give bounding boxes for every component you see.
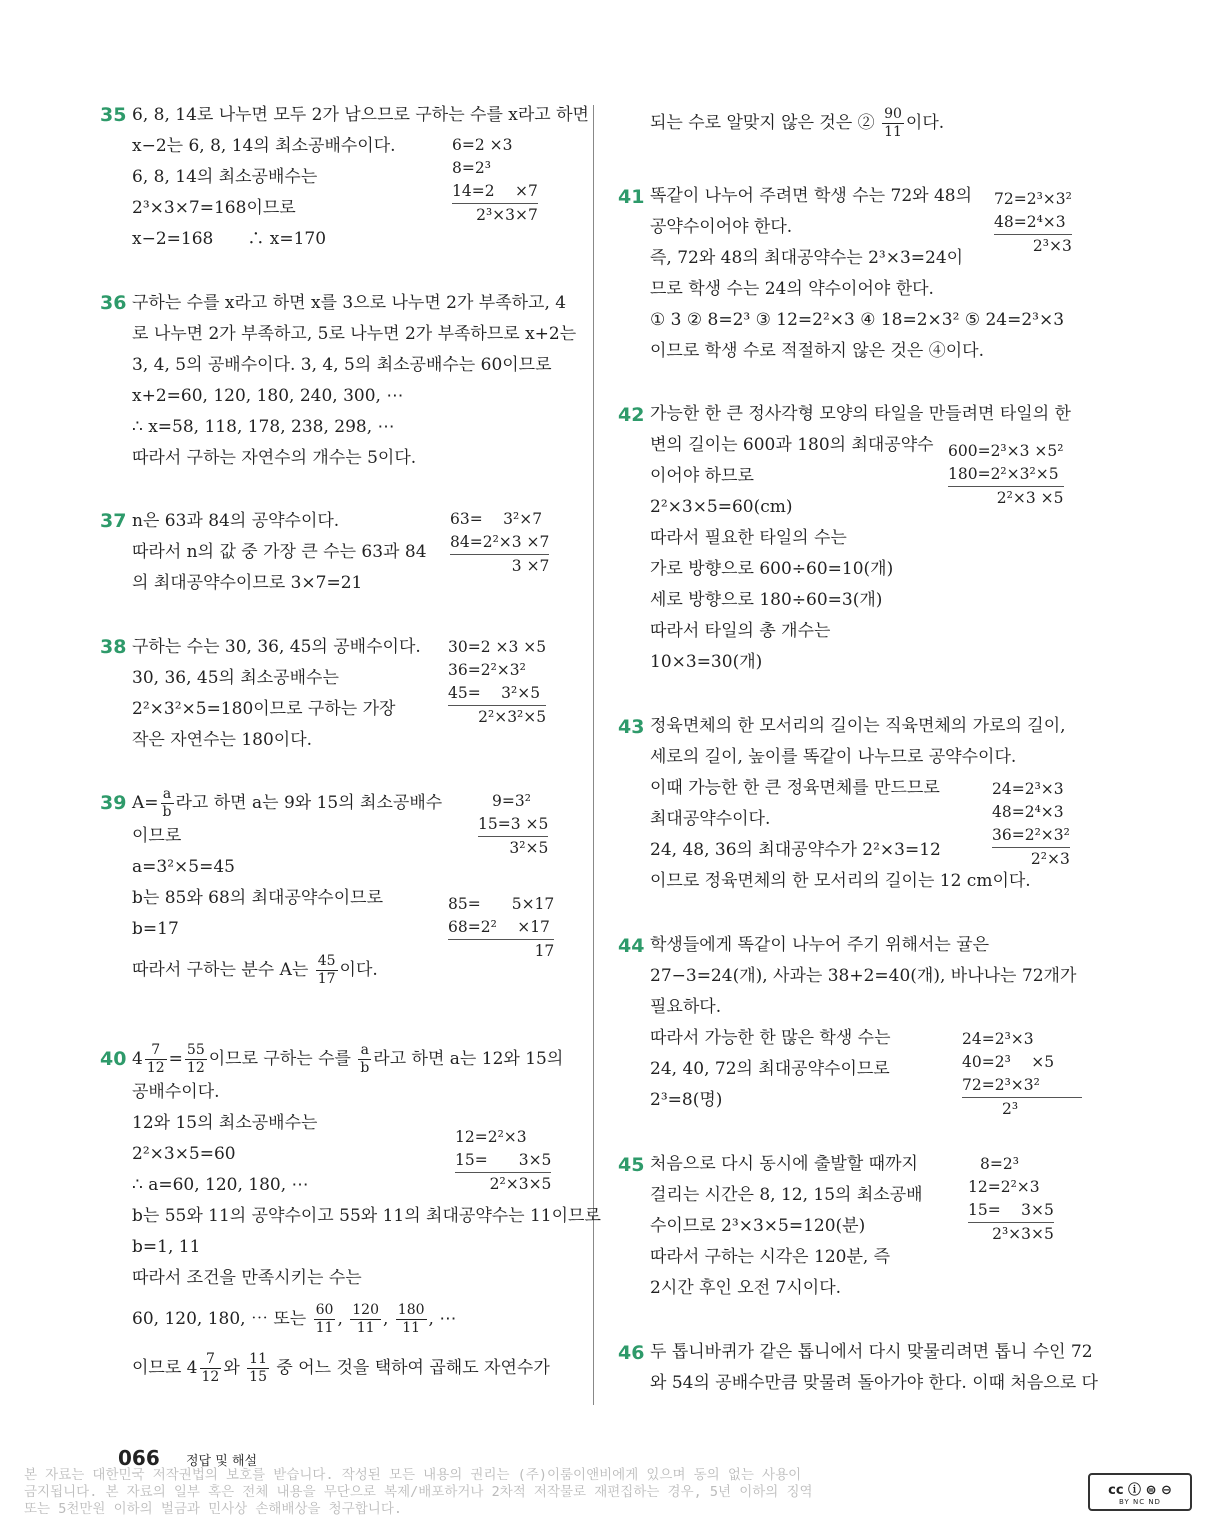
problem-40 (132, 1042, 601, 1386)
text-line: 이때 가능한 한 큰 정육면체를 만드므로 (650, 778, 940, 798)
text-line: b=17 (132, 919, 179, 939)
text-line: 변의 길이는 600과 180의 최대공약수 (650, 435, 934, 455)
text-line: 6, 8, 14로 나누면 모두 2가 남으므로 구하는 수를 x라고 하면 (132, 105, 589, 125)
calc-result: 2²×3×5 (489, 1175, 552, 1193)
text-line: 따라서 필요한 타일의 수는 (650, 528, 847, 548)
problem-40-continued (650, 106, 944, 141)
text-line: ∴ a=60, 120, 180, ⋯ (132, 1175, 309, 1195)
text-line: 학생들에게 똑같이 나누어 주기 위해서는 귤은 (650, 935, 990, 955)
factorization (948, 440, 1064, 510)
calc-line: 36=2²×3² (448, 661, 526, 679)
cc-icons: cc ⓘ ⊜ ⊖ (1108, 1482, 1172, 1498)
text-line: 가로 방향으로 600÷60=10(개) (650, 559, 894, 579)
factorization (968, 1153, 1054, 1246)
problem-38 (132, 632, 421, 756)
factorization (478, 790, 548, 860)
fraction: $\frac{a}{b}$ (162, 786, 172, 820)
factorization (448, 893, 554, 963)
fraction: $\frac{180}{11}$ (397, 1302, 425, 1336)
text-line: 이므로 (132, 826, 182, 846)
fraction: $\frac{90}{11}$ (884, 106, 902, 140)
text-line: 10×3=30(개) (650, 652, 763, 672)
fraction: $\frac{120}{11}$ (352, 1302, 379, 1336)
calc-line: 6=2 ×3 (452, 136, 513, 154)
text-line: 이어야 하므로 (650, 466, 754, 486)
problem-number: 36 (100, 292, 127, 314)
text-line: 60, 120, 180, ⋯ 또는 $\frac{60}{11}$ , $\frac{120}{11}$ , $\frac{180}{11}$ , ⋯ (132, 1302, 457, 1336)
text-line: 4 $\frac{7}{12}$ = $\frac{55}{12}$ 이므로 구하는 수를 $\frac{a}{b}$ 라고 하면 a는 12와 15의 (132, 1042, 564, 1076)
problem-number: 46 (618, 1342, 645, 1364)
text-line: 똑같이 나누어 주려면 학생 수는 72와 48의 (650, 186, 973, 206)
calc-line: 15= 3×5 (455, 1149, 551, 1173)
text-line: 정육면체의 한 모서리의 길이는 직육면체의 가로의 길이, (650, 716, 1066, 736)
problem-number: 43 (618, 716, 645, 738)
text-line: 수이므로 2³×3×5=120(분) (650, 1216, 866, 1236)
text-line: 따라서 조건을 만족시키는 수는 (132, 1268, 362, 1288)
text-line: 3, 4, 5의 공배수이다. 3, 4, 5의 최소공배수는 60이므로 (132, 355, 552, 375)
calc-line: 12=2²×3 (968, 1178, 1040, 1196)
text-line: 두 톱니바퀴가 같은 톱니에서 다시 맞물리려면 톱니 수인 72 (650, 1342, 1093, 1362)
problem-46 (650, 1337, 1098, 1399)
cc-license-badge (1088, 1473, 1192, 1511)
calc-line: 72=2³×3² (962, 1074, 1082, 1098)
problem-number: 35 (100, 104, 127, 126)
factorization (452, 134, 538, 227)
calc-line: 30=2 ×3 ×5 (448, 638, 547, 656)
text-line: 따라서 타일의 총 개수는 (650, 621, 831, 641)
calc-line: 24=2³×3 (992, 780, 1064, 798)
calc-line: 9=3² (492, 792, 531, 810)
text-line: 므로 학생 수는 24의 약수이어야 한다. (650, 279, 934, 299)
calc-line: 84=2²×3 ×7 (450, 531, 549, 555)
text-line: 되는 수로 알맞지 않은 것은 ② $\frac{90}{11}$ 이다. (650, 106, 945, 140)
calc-line: 45= 3²×5 (448, 682, 546, 706)
calc-result: 2²×3 (1030, 850, 1070, 868)
text-line: 작은 자연수는 180이다. (132, 730, 313, 750)
problem-number: 42 (618, 404, 645, 426)
fraction: $\frac{45}{17}$ (317, 953, 336, 987)
text-line: 이므로 정육면체의 한 모서리의 길이는 12 cm이다. (650, 871, 1031, 891)
calc-line: 85= 5×17 (448, 895, 555, 913)
problem-45 (650, 1149, 923, 1304)
calc-result: 2²×3 ×5 (996, 489, 1064, 507)
notice-line: 본 자료는 대한민국 저작권법의 보호를 받습니다. 작성된 모든 내용의 권리는 (주)이룸이앤비에게 있으며 동의 없는 사용이 (24, 1467, 802, 1483)
calc-line: 48=2⁴×3 (994, 211, 1072, 235)
calc-line: 15=3 ×5 (478, 813, 548, 837)
fraction: $\frac{a}{b}$ (360, 1042, 370, 1076)
calc-result: 3 ×7 (511, 557, 550, 575)
text-line: 가능한 한 큰 정사각형 모양의 타일을 만들려면 타일의 한 (650, 404, 1071, 424)
problem-number: 45 (618, 1154, 645, 1176)
text-line: 따라서 가능한 한 많은 학생 수는 (650, 1028, 891, 1048)
text-line: 처음으로 다시 동시에 출발할 때까지 (650, 1154, 918, 1174)
text-line: 2³×3×7=168이므로 (132, 198, 296, 218)
text-line: 이므로 학생 수로 적절하지 않은 것은 ④이다. (650, 341, 985, 361)
calc-line: 600=2³×3 ×5² (948, 442, 1064, 460)
text-line: 12와 15의 최소공배수는 (132, 1113, 318, 1133)
fraction: $\frac{11}{15}$ (249, 1351, 267, 1385)
problem-number: 37 (100, 510, 127, 532)
problem-36 (132, 288, 576, 474)
calc-result: 17 (534, 942, 555, 960)
text-line: a=3²×5=45 (132, 857, 235, 877)
problem-number: 40 (100, 1048, 127, 1070)
text-line: 세로 방향으로 180÷60=3(개) (650, 590, 883, 610)
text-line: 2²×3×5=60(cm) (650, 497, 793, 517)
notice-line: 금지됩니다. 본 자료의 일부 혹은 전체 내용을 무단으로 복제/배포하거나 2차적 저작물로 재편집하는 경우, 5년 이하의 징역 (24, 1484, 813, 1500)
factorization (455, 1126, 551, 1196)
fraction: $\frac{60}{11}$ (315, 1302, 334, 1336)
calc-line: 180=2²×3²×5 (948, 463, 1064, 487)
calc-result: 2²×3²×5 (478, 708, 547, 726)
problem-number: 38 (100, 636, 127, 658)
problem-37 (132, 506, 427, 599)
calc-line: 12=2²×3 (455, 1128, 527, 1146)
text-line: 구하는 수는 30, 36, 45의 공배수이다. (132, 637, 421, 657)
text-line: 2시간 후인 오전 7시이다. (650, 1278, 842, 1298)
cc-text: BY NC ND (1119, 1497, 1161, 1506)
text-line: x−2는 6, 8, 14의 최소공배수이다. (132, 136, 396, 156)
text-line: 의 최대공약수이므로 3×7=21 (132, 573, 363, 593)
text-line: ∴ x=58, 118, 178, 238, 298, ⋯ (132, 417, 395, 437)
problem-number: 44 (618, 935, 645, 957)
problem-39 (132, 786, 442, 988)
factorization (994, 188, 1072, 258)
footer-title: 정답 및 해설 (186, 1454, 258, 1469)
text-line: 따라서 구하는 분수 A는 $\frac{45}{17}$ 이다. (132, 953, 378, 987)
text-line: 따라서 구하는 자연수의 개수는 5이다. (132, 448, 417, 468)
text-line: ① 3 ② 8=2³ ③ 12=2²×3 ④ 18=2×3² ⑤ 24=2³×3 (650, 310, 1065, 330)
text-line: 24, 48, 36의 최대공약수가 2²×3=12 (650, 840, 941, 860)
text-line: 와 54의 공배수만큼 맞물려 돌아가야 한다. 이때 처음으로 다 (650, 1373, 1098, 1393)
fraction: $\frac{7}{12}$ (201, 1351, 220, 1385)
text-line: 따라서 구하는 시각은 120분, 즉 (650, 1247, 891, 1267)
copyright-notice (24, 1467, 1064, 1518)
text-line: 공약수이어야 한다. (650, 217, 793, 237)
factorization (992, 778, 1070, 871)
text-line: 세로의 길이, 높이를 똑같이 나누므로 공약수이다. (650, 747, 1017, 767)
text-line: 최대공약수이다. (650, 809, 771, 829)
calc-line: 24=2³×3 (962, 1030, 1034, 1048)
text-line: A= $\frac{a}{b}$ 라고 하면 a는 9와 15의 최소공배수 (132, 786, 443, 820)
page-number: 066 (118, 1446, 160, 1470)
factorization (448, 636, 546, 729)
problem-number: 39 (100, 792, 127, 814)
text-line: 따라서 n의 값 중 가장 큰 수는 63과 84 (132, 542, 427, 562)
problem-number: 41 (618, 186, 645, 208)
calc-result: 3²×5 (509, 839, 549, 857)
text-line: 이므로 4 $\frac{7}{12}$ 와 $\frac{11}{15}$ 중 어느 것을 택하여 곱해도 자연수가 (132, 1351, 550, 1385)
factorization (450, 508, 549, 578)
text-line: 2²×3×5=60 (132, 1144, 236, 1164)
calc-line: 36=2²×3² (992, 824, 1070, 848)
calc-line: 8=2³ (452, 159, 491, 177)
text-line: 공배수이다. (132, 1082, 220, 1102)
text-line: x−2=168 ∴ x=170 (132, 229, 327, 249)
text-line: 즉, 72와 48의 최대공약수는 2³×3=24이 (650, 248, 964, 268)
text-line: 필요하다. (650, 997, 722, 1017)
calc-result: 2³×3 (1032, 237, 1072, 255)
calc-line: 72=2³×3² (994, 190, 1072, 208)
text-line: n은 63과 84의 공약수이다. (132, 511, 340, 531)
fraction: $\frac{55}{12}$ (186, 1042, 205, 1076)
calc-line: 8=2³ (980, 1155, 1019, 1173)
text-line: 구하는 수를 x라고 하면 x를 3으로 나누면 2가 부족하고, 4 (132, 293, 567, 313)
calc-line: 40=2³ ×5 (962, 1053, 1055, 1071)
calc-result: 2³×3×5 (992, 1225, 1054, 1243)
text-line: 30, 36, 45의 최소공배수는 (132, 668, 339, 688)
text-line: 24, 40, 72의 최대공약수이므로 (650, 1059, 890, 1079)
calc-result: 2³×3×7 (476, 206, 538, 224)
calc-line: 15= 3×5 (968, 1199, 1054, 1223)
text-line: 2³=8(명) (650, 1090, 723, 1110)
text-line: 로 나누면 2가 부족하고, 5로 나누면 2가 부족하므로 x+2는 (132, 324, 577, 344)
calc-line: 14=2 ×7 (452, 180, 538, 204)
calc-result: 2³ (1002, 1100, 1019, 1118)
calc-line: 63= 3²×7 (450, 510, 543, 528)
text-line: b는 55와 11의 공약수이고 55와 11의 최대공약수는 11이므로 (132, 1206, 601, 1226)
notice-line: 또는 5천만원 이하의 벌금과 민사상 손해배상을 청구합니다. (24, 1501, 403, 1517)
text-line: 6, 8, 14의 최소공배수는 (132, 167, 318, 187)
calc-line: 48=2⁴×3 (992, 803, 1064, 821)
fraction: $\frac{7}{12}$ (146, 1042, 165, 1076)
text-line: 2²×3²×5=180이므로 구하는 가장 (132, 699, 396, 719)
text-line: b는 85와 68의 최대공약수이므로 (132, 888, 383, 908)
text-line: b=1, 11 (132, 1237, 201, 1257)
text-line: 27−3=24(개), 사과는 38+2=40(개), 바나나는 72개가 (650, 966, 1077, 986)
text-line: x+2=60, 120, 180, 240, 300, ⋯ (132, 386, 404, 406)
text-line: 걸리는 시간은 8, 12, 15의 최소공배 (650, 1185, 923, 1205)
calc-line: 68=2² ×17 (448, 916, 554, 940)
factorization (962, 1028, 1082, 1121)
